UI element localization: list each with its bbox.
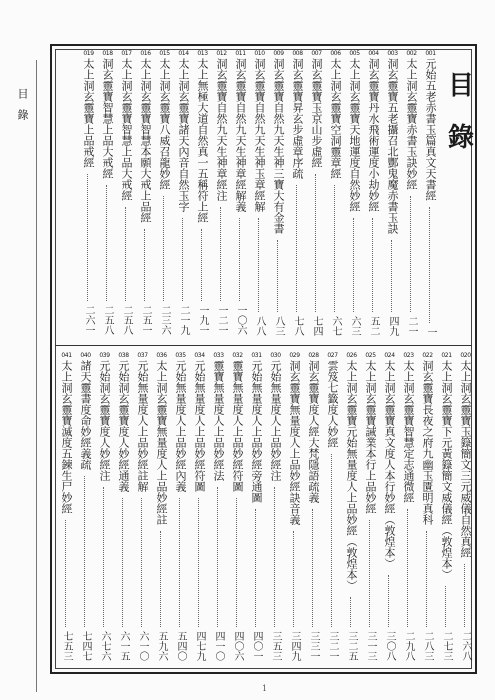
leader-dots — [125, 207, 126, 301]
entry-number: 021 — [441, 352, 452, 359]
toc-heading: 目錄 — [447, 71, 474, 153]
leader-dots — [163, 196, 164, 301]
toc-entry[interactable] — [228, 352, 247, 666]
entry-page-number: 六一五 — [118, 631, 129, 661]
leader-dots — [236, 498, 237, 627]
entry-title: 太上洞玄靈寶空洞靈章經 — [329, 58, 342, 179]
leader-dots — [141, 498, 142, 627]
entry-title: 太上洞玄靈寶滅度五鍊生尸妙經 — [60, 360, 73, 514]
leader-dots — [410, 196, 411, 312]
toc-entry[interactable] — [174, 50, 193, 340]
entry-page-number: 八八 — [254, 316, 265, 336]
entry-page-number: 五二 — [368, 316, 379, 336]
entry-title: 太上洞玄靈寶下元黃籙簡文威儀經（敦煌本） — [440, 360, 453, 580]
leader-dots — [334, 185, 335, 312]
leader-dots — [464, 564, 465, 627]
entry-page-number: 三二五 — [346, 631, 357, 661]
toc-entry[interactable] — [155, 50, 174, 340]
entry-title: 元始五老赤書玉篇真文天書經 — [424, 58, 437, 201]
entry-number: 008 — [292, 50, 303, 57]
leader-dots — [201, 229, 202, 301]
entry-title: 雲笈七籤度人妙經 — [326, 360, 339, 448]
leader-dots — [277, 240, 278, 312]
entry-page-number: 六一〇 — [137, 631, 148, 661]
leader-dots — [106, 185, 107, 301]
entry-page-number: 七四七 — [80, 631, 91, 661]
toc-entry[interactable] — [95, 352, 114, 666]
toc-entry[interactable] — [76, 352, 95, 666]
entry-number: 025 — [365, 352, 376, 359]
entry-number: 009 — [273, 50, 284, 57]
entry-page-number: 二三六 — [159, 305, 170, 335]
entry-page-number: 二一 — [406, 316, 417, 336]
entry-title: 洞玄靈寶玉京山步虛經 — [310, 58, 323, 168]
entry-title: 太上洞玄靈寶真文度人本行妙經（敦煌本） — [383, 360, 396, 569]
toc-entry[interactable] — [269, 50, 288, 340]
toc-entry[interactable] — [307, 50, 326, 340]
entry-number: 003 — [387, 50, 398, 57]
entry-page-number: 七四 — [311, 316, 322, 336]
entry-title: 太上洞玄靈寶諸天內音自然玉字 — [177, 58, 190, 212]
entry-number: 023 — [403, 352, 414, 359]
toc-entry[interactable] — [285, 352, 304, 666]
toc-entry[interactable] — [79, 50, 98, 340]
entry-page-number: 八三 — [273, 316, 284, 336]
entry-number: 041 — [61, 352, 72, 359]
toc-entry[interactable] — [437, 352, 456, 666]
entry-title: 太上洞玄靈寶玉籙簡文三元威儀自然真經 — [459, 360, 472, 558]
page-number: 1 — [262, 684, 268, 693]
toc-entry[interactable] — [288, 50, 307, 340]
toc-entry[interactable] — [250, 50, 269, 340]
entry-page-number: 二六八 — [460, 631, 471, 661]
leader-dots — [65, 520, 66, 627]
entry-page-number: 六七 — [330, 316, 341, 336]
entry-page-number: 七八 — [292, 316, 303, 336]
entry-page-number: 五九六 — [156, 631, 167, 661]
entry-title: 太上洞玄靈寶無量度人上品妙經註 — [155, 360, 168, 525]
leader-dots — [255, 509, 256, 627]
leader-dots — [220, 207, 221, 301]
toc-entry[interactable] — [326, 50, 345, 340]
toc-entry[interactable] — [383, 50, 402, 340]
entry-page-number: 六七六 — [99, 631, 110, 661]
entry-title: 元始無量度人上品妙經符圖 — [193, 360, 206, 492]
entry-page-number: 四一〇 — [213, 631, 224, 661]
toc-entry[interactable] — [193, 50, 212, 340]
entry-title: 元始無量度人上品妙經注 — [269, 360, 282, 481]
entry-number: 004 — [368, 50, 379, 57]
entry-page-number: 一九一 — [197, 305, 208, 335]
leader-dots — [331, 454, 332, 627]
entry-number: 040 — [80, 352, 91, 359]
leader-dots — [445, 586, 446, 627]
entry-number: 019 — [83, 50, 94, 57]
leader-dots — [372, 218, 373, 312]
entry-number: 037 — [137, 352, 148, 359]
entry-title: 元始無量度人上品妙經內義 — [174, 360, 187, 492]
entry-page-number: 二五一 — [140, 305, 151, 335]
entry-page-number: 三一三 — [365, 631, 376, 661]
entry-title: 太上洞玄靈寶元始無量度人上品妙經（敦煌本） — [345, 360, 358, 591]
toc-entry[interactable] — [171, 352, 190, 666]
entry-page-number: 六三 — [349, 316, 360, 336]
entry-number: 039 — [99, 352, 110, 359]
leader-dots — [87, 174, 88, 301]
leader-dots — [296, 185, 297, 312]
entry-page-number: 五四〇 — [175, 631, 186, 661]
toc-entry[interactable] — [364, 50, 383, 340]
entry-page-number: 一二一 — [216, 305, 227, 335]
leader-dots — [353, 218, 354, 312]
leader-dots — [315, 174, 316, 312]
entry-number: 033 — [213, 352, 224, 359]
entry-page-number: 四七九 — [194, 631, 205, 661]
leader-dots — [407, 509, 408, 627]
leader-dots — [388, 575, 389, 627]
entry-page-number: 二五八 — [121, 305, 132, 335]
leader-dots — [429, 207, 430, 323]
entry-title: 洞玄靈寶自然九天生神章經解義 — [234, 58, 247, 212]
entry-title: 元始洞玄靈寶度人妙經注 — [98, 360, 111, 481]
toc-entry[interactable] — [361, 352, 380, 666]
toc-entry[interactable] — [247, 352, 266, 666]
entry-title: 洞玄靈寶昇玄步虛章序疏 — [291, 58, 304, 179]
entry-number: 022 — [422, 352, 433, 359]
entry-page-number: 七五三 — [61, 631, 72, 661]
entry-page-number: 三三一 — [308, 631, 319, 661]
toc-entry[interactable] — [266, 352, 285, 666]
toc-entry[interactable] — [114, 352, 133, 666]
entry-title: 洞玄靈寶長夜之府九幽玉匱明真科 — [421, 360, 434, 525]
toc-entry[interactable] — [345, 50, 364, 340]
leader-dots — [350, 597, 351, 627]
entry-page-number: 二五八 — [102, 305, 113, 335]
entry-number: 036 — [156, 352, 167, 359]
entry-title: 太上無極大道自然真一五稱符上經 — [196, 58, 209, 223]
leader-dots — [160, 531, 161, 627]
entry-title: 太上洞玄靈寶赤書玉訣妙經 — [405, 58, 418, 190]
entry-number: 029 — [289, 352, 300, 359]
toc-entry[interactable] — [231, 50, 250, 340]
toc-entry[interactable] — [117, 50, 136, 340]
page-margin-rule — [36, 60, 37, 692]
leader-dots — [258, 218, 259, 312]
entry-number: 001 — [425, 50, 436, 57]
leader-dots — [103, 487, 104, 627]
entry-title: 洞玄靈寶無量度人上品妙經訣音義 — [288, 360, 301, 525]
toc-entry[interactable] — [342, 352, 361, 666]
entry-number: 010 — [254, 50, 265, 57]
entry-page-number: 一 — [425, 327, 436, 337]
entry-number: 002 — [406, 50, 417, 57]
toc-entry[interactable] — [212, 50, 231, 340]
entry-number: 005 — [349, 50, 360, 57]
toc-entry[interactable] — [190, 352, 209, 666]
toc-entry[interactable] — [399, 352, 418, 666]
entry-page-number: 三二一 — [327, 631, 338, 661]
toc-entry[interactable] — [57, 352, 76, 666]
leader-dots — [179, 498, 180, 627]
leader-dots — [426, 531, 427, 627]
toc-entry[interactable] — [380, 352, 399, 666]
entry-page-number: 一〇六 — [235, 305, 246, 335]
entry-number: 011 — [235, 50, 246, 57]
leader-dots — [312, 509, 313, 627]
leader-dots — [122, 498, 123, 627]
entry-title: 洞玄靈寶自然九天生神玉章經解 — [253, 58, 266, 212]
entry-number: 016 — [140, 50, 151, 57]
entry-number: 024 — [384, 352, 395, 359]
entry-number: 020 — [460, 352, 471, 359]
entry-title: 太上洞玄靈寶誡業本行上品妙經 — [364, 360, 377, 514]
toc-entry[interactable] — [323, 352, 342, 666]
entry-title: 太上洞玄靈寶智慧本願大戒上品經 — [139, 58, 152, 223]
leader-dots — [144, 229, 145, 301]
entry-title: 太上洞玄靈寶智慧定志通微經 — [402, 360, 415, 503]
entry-page-number: 三五三 — [270, 631, 281, 661]
running-head: 目錄 — [16, 88, 29, 130]
entry-page-number: 二八三 — [422, 631, 433, 661]
entry-title: 洞玄靈寶丹水飛術運度小劫妙經 — [367, 58, 380, 212]
entry-title: 元始洞玄靈寶度人妙經通義 — [117, 360, 130, 492]
entry-title: 太上洞玄靈寶智慧上品大戒經 — [120, 58, 133, 201]
toc-frame — [50, 44, 477, 674]
toc-entry[interactable] — [136, 50, 155, 340]
toc-entry[interactable] — [402, 50, 421, 340]
entry-title: 洞玄靈寶自然九天生神三寶大有金書 — [272, 58, 285, 234]
entry-number: 035 — [175, 352, 186, 359]
toc-entry[interactable] — [133, 352, 152, 666]
leader-dots — [239, 218, 240, 301]
entry-number: 014 — [178, 50, 189, 57]
entry-page-number: 二六一 — [83, 305, 94, 335]
entry-number: 032 — [232, 352, 243, 359]
entry-title: 洞玄靈寶智慧上品大戒經 — [101, 58, 114, 179]
entry-number: 006 — [330, 50, 341, 57]
entry-number: 034 — [194, 352, 205, 359]
entry-title: 太上洞玄靈寶上品戒經 — [82, 58, 95, 168]
entry-number: 031 — [251, 352, 262, 359]
entry-number: 017 — [121, 50, 132, 57]
toc-entry[interactable] — [418, 352, 437, 666]
leader-dots — [274, 487, 275, 627]
toc-entry[interactable] — [456, 352, 475, 666]
toc-entry[interactable] — [209, 352, 228, 666]
entry-title: 元始無量度人上品妙經註解 — [136, 360, 149, 492]
entry-number: 028 — [308, 352, 319, 359]
entry-title: 靈寶無量度人上品妙經符圖 — [231, 360, 244, 492]
entry-number: 018 — [102, 50, 113, 57]
leader-dots — [198, 498, 199, 627]
entry-page-number: 二七三 — [441, 631, 452, 661]
entry-page-number: 三〇八 — [384, 631, 395, 661]
entry-number: 027 — [327, 352, 338, 359]
entry-title: 元始無量度人上品妙經旁通圖 — [250, 360, 263, 503]
toc-entry[interactable] — [304, 352, 323, 666]
entry-title: 洞玄靈寶度人經大梵隱語疏義 — [307, 360, 320, 503]
entry-title: 太上洞玄靈寶八威召龍妙經 — [158, 58, 171, 190]
entry-number: 026 — [346, 352, 357, 359]
entry-number: 038 — [118, 352, 129, 359]
leader-dots — [369, 520, 370, 627]
leader-dots — [217, 487, 218, 627]
entry-number: 015 — [159, 50, 170, 57]
toc-entry[interactable] — [98, 50, 117, 340]
entry-page-number: 四〇六 — [232, 631, 243, 661]
entry-number: 007 — [311, 50, 322, 57]
leader-dots — [293, 531, 294, 627]
entry-number: 030 — [270, 352, 281, 359]
leader-dots — [84, 476, 85, 627]
entry-title: 諸天靈書度命妙經義疏 — [79, 360, 92, 470]
entry-title: 洞玄靈寶自然九天生神章經注 — [215, 58, 228, 201]
leader-dots — [391, 240, 392, 312]
entry-page-number: 二一九 — [178, 305, 189, 335]
toc-middle-divider — [55, 345, 472, 346]
entry-number: 013 — [197, 50, 208, 57]
entry-page-number: 四九 — [387, 316, 398, 336]
entry-title: 太上洞玄靈寶天地運度自然妙經 — [348, 58, 361, 212]
leader-dots — [182, 218, 183, 301]
entry-page-number: 三四九 — [289, 631, 300, 661]
entry-page-number: 二九八 — [403, 631, 414, 661]
entry-number: 012 — [216, 50, 227, 57]
entry-title: 洞玄靈寶五老攝召北酆鬼魔赤書玉訣 — [386, 58, 399, 234]
entry-page-number: 四〇一 — [251, 631, 262, 661]
toc-entry[interactable] — [421, 50, 440, 340]
entry-title: 靈寶無量度人上品妙經法 — [212, 360, 225, 481]
toc-entry[interactable] — [152, 352, 171, 666]
